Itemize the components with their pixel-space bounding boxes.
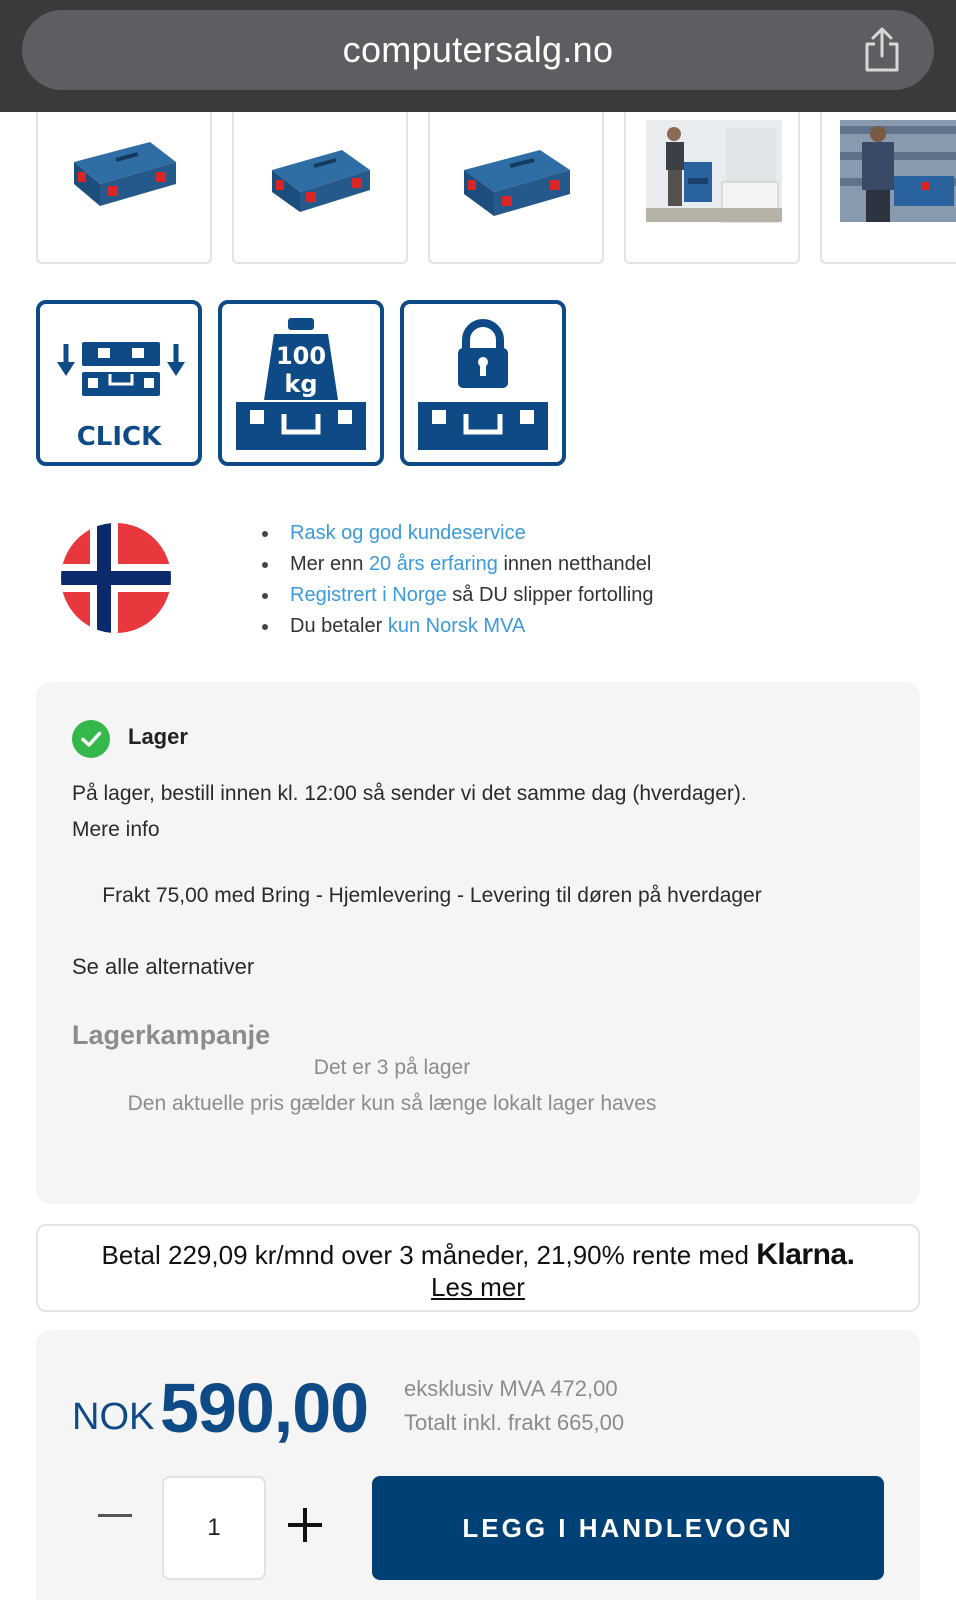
product-thumbnail-5[interactable] [820, 112, 956, 264]
stock-count: Det er 3 på lager [313, 1056, 471, 1079]
lockable-feature-badge [400, 300, 566, 466]
registered-link[interactable]: Registrert i Norge [290, 584, 447, 606]
tool-case-image [38, 112, 214, 264]
campaign-note: Den aktuelle pris gælder kun så længe lokalt lager haves [127, 1092, 657, 1115]
stock-info-panel [36, 682, 920, 1204]
click-connect-feature-badge [36, 300, 202, 466]
product-thumbnail-4[interactable] [624, 112, 800, 264]
price-currency: NOK [72, 1396, 155, 1438]
price-total-incl-shipping: Totalt inkl. frakt 665,00 [404, 1410, 625, 1435]
product-thumbnail-2[interactable] [232, 112, 408, 264]
quantity-decrease-button[interactable] [90, 1476, 140, 1536]
quantity-input[interactable]: 1 [162, 1476, 266, 1580]
quantity-increase-button[interactable] [280, 1500, 330, 1550]
url-text[interactable]: computersalg.no [342, 29, 614, 70]
address-bar[interactable] [22, 10, 934, 90]
vat-link[interactable]: kun Norsk MVA [387, 615, 526, 637]
weight-label-top: 100 [275, 342, 327, 370]
trust-point-registered: Registrert i Norge så DU slipper fortolling [262, 580, 942, 611]
trust-points-list [262, 518, 942, 642]
tool-case-image [234, 112, 410, 264]
see-all-shipping-link[interactable]: Se alle alternativer [72, 954, 255, 979]
price-ex-vat: eksklusiv MVA 472,00 [404, 1376, 618, 1401]
in-stock-check-icon [72, 720, 110, 758]
weight-label-bottom: kg [284, 370, 318, 398]
trust-point-customer-service [262, 518, 942, 549]
worker-photo-image [822, 112, 956, 264]
klarna-financing-banner [36, 1224, 920, 1312]
stock-status-title: Lager [128, 724, 188, 749]
stock-description[interactable]: På lager, bestill innen kl. 12:00 så sender vi det samme dag (hverdager). Mere info [72, 782, 747, 841]
klarna-offer-text: Betal 229,09 kr/mnd over 3 måneder, 21,90% rente med [101, 1240, 750, 1270]
tool-case-image [430, 112, 606, 264]
campaign-title: Lagerkampanje [72, 1020, 271, 1050]
klarna-logo: Klarna. [756, 1238, 855, 1271]
trust-point-experience: Mer enn 20 års erfaring innen netthandel [262, 549, 942, 580]
price-panel [36, 1330, 920, 1600]
trust-point-vat: Du betaler kun Norsk MVA [262, 611, 942, 642]
product-thumbnail-3[interactable] [428, 112, 604, 264]
norway-flag-icon [60, 522, 172, 634]
lock-icon [404, 304, 562, 462]
shipping-info: Frakt 75,00 med Bring - Hjemlevering - Levering til døren på hverdager [102, 884, 762, 907]
add-to-cart-button[interactable]: LEGG I HANDLEVOGN [372, 1476, 884, 1580]
klarna-read-more-link[interactable]: Les mer [431, 1272, 525, 1302]
share-icon[interactable] [856, 24, 908, 76]
browser-toolbar [0, 0, 956, 112]
product-thumbnail-1[interactable] [36, 112, 212, 264]
experience-link[interactable]: 20 års erfaring [368, 553, 498, 575]
load-capacity-feature-badge [218, 300, 384, 466]
feature-label-click: CLICK [76, 422, 162, 452]
customer-service-link[interactable]: Rask og god kundeservice [290, 522, 526, 544]
price-amount: 590,00 [160, 1369, 369, 1447]
product-thumbnail-strip [36, 112, 956, 264]
worker-photo-image [626, 112, 802, 264]
